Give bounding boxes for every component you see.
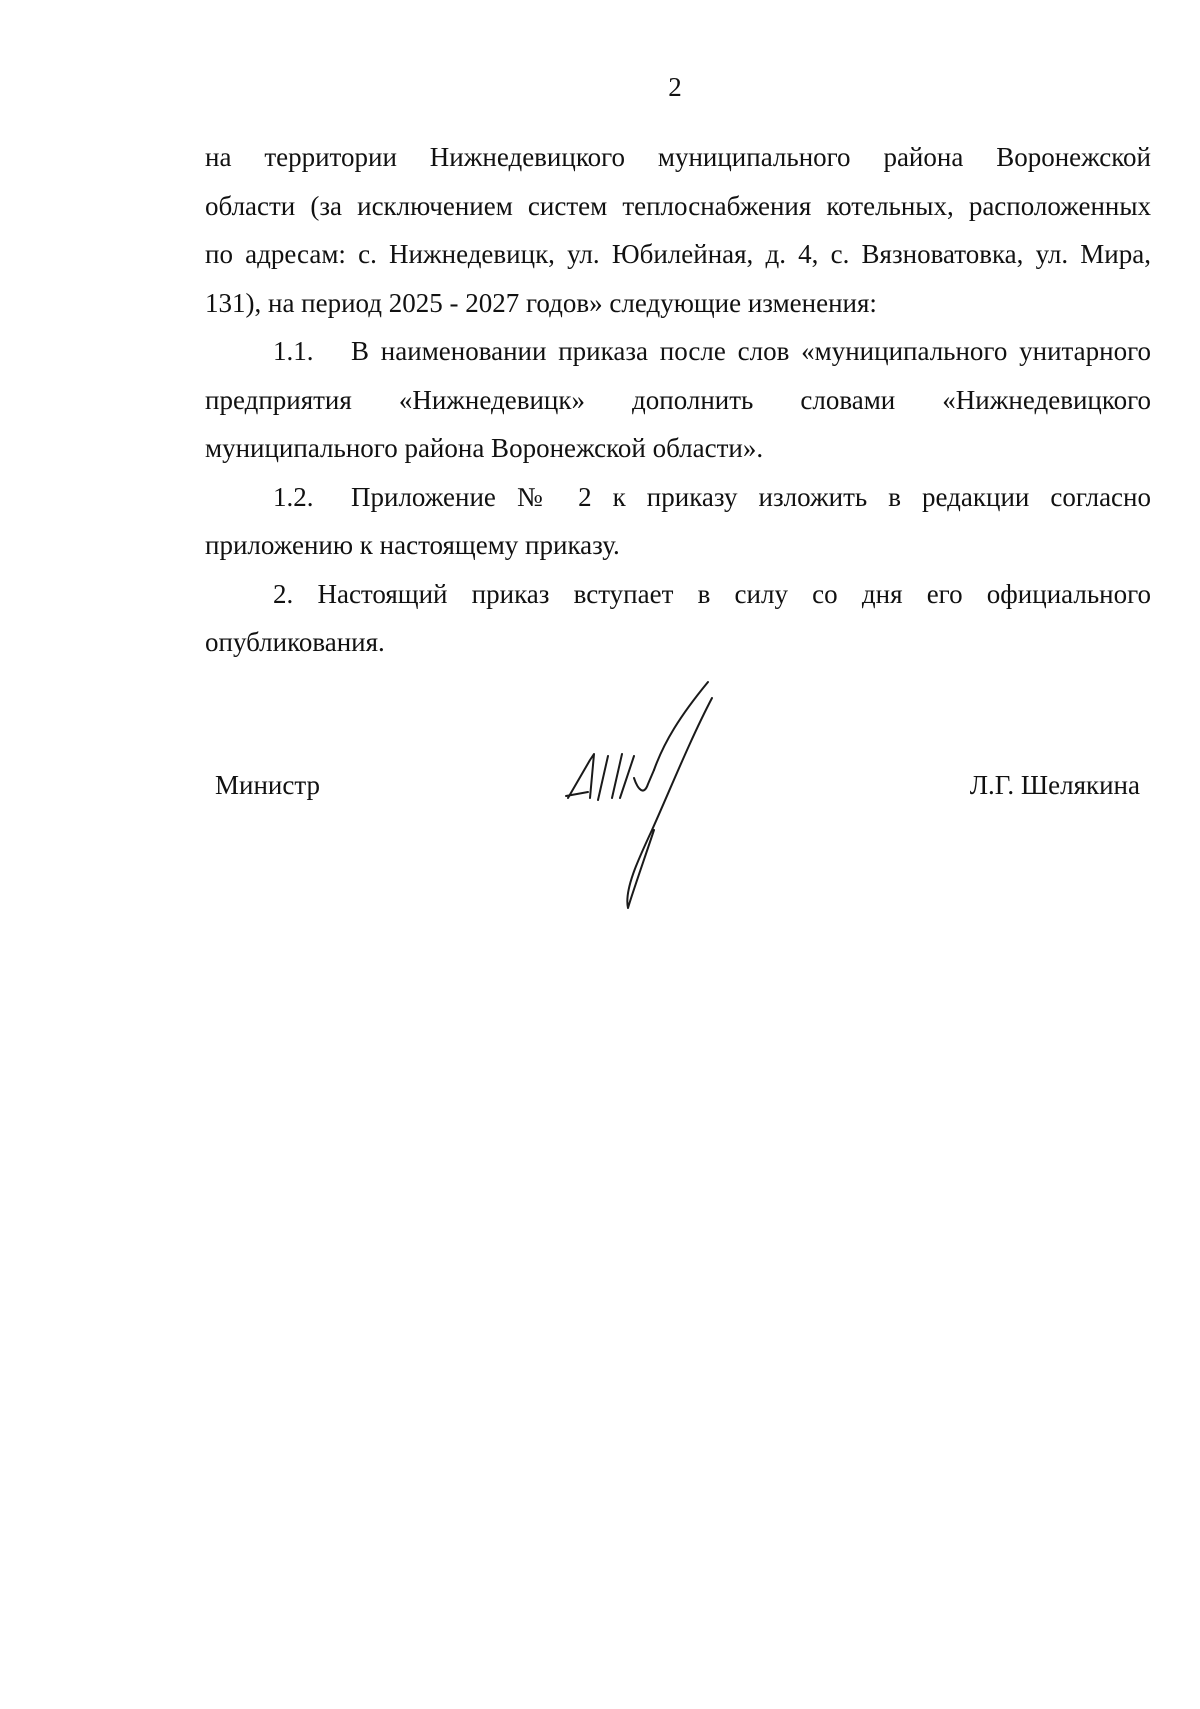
clause-2: 2. Настоящий приказ вступает в силу со дня его официального bbox=[273, 578, 1151, 609]
text-line: по адресам: с. Нижнедевицк, ул. Юбилейная, д. 4, с. Вязноватовка, ул. Мира, bbox=[205, 239, 1151, 269]
text-line: на территории Нижнедевицкого муниципального района Воронежской bbox=[205, 142, 1151, 172]
text-line: предприятия «Нижнедевицк» дополнить словами «Нижнедевицкого bbox=[205, 384, 1151, 415]
clause-1-1 bbox=[205, 327, 1151, 376]
clause-1-2 bbox=[205, 473, 1151, 522]
text-line: приложению к настоящему приказу. bbox=[205, 530, 620, 560]
document-body bbox=[205, 133, 1151, 667]
clause-text: Приложение № 2 к приказу изложить в редакции согласно bbox=[351, 481, 1151, 512]
text-line: 131), на период 2025 - 2027 годов» следующие изменения: bbox=[205, 287, 877, 318]
page-number: 2 bbox=[668, 72, 682, 102]
clause-text: В наименовании приказа после слов «муниципального унитарного bbox=[351, 336, 1151, 366]
text-line: области (за исключением систем теплоснабжения котельных, расположенных bbox=[205, 190, 1151, 221]
signatory-name: Л.Г. Шелякина bbox=[969, 770, 1140, 800]
handwritten-signature bbox=[560, 680, 740, 910]
clause-number: 1.1. bbox=[273, 336, 314, 366]
clause-number: 1.2. bbox=[273, 481, 314, 512]
signatory-position: Министр bbox=[215, 770, 320, 800]
text-line: муниципального района Воронежской области». bbox=[205, 433, 764, 463]
text-line: опубликования. bbox=[205, 627, 385, 657]
